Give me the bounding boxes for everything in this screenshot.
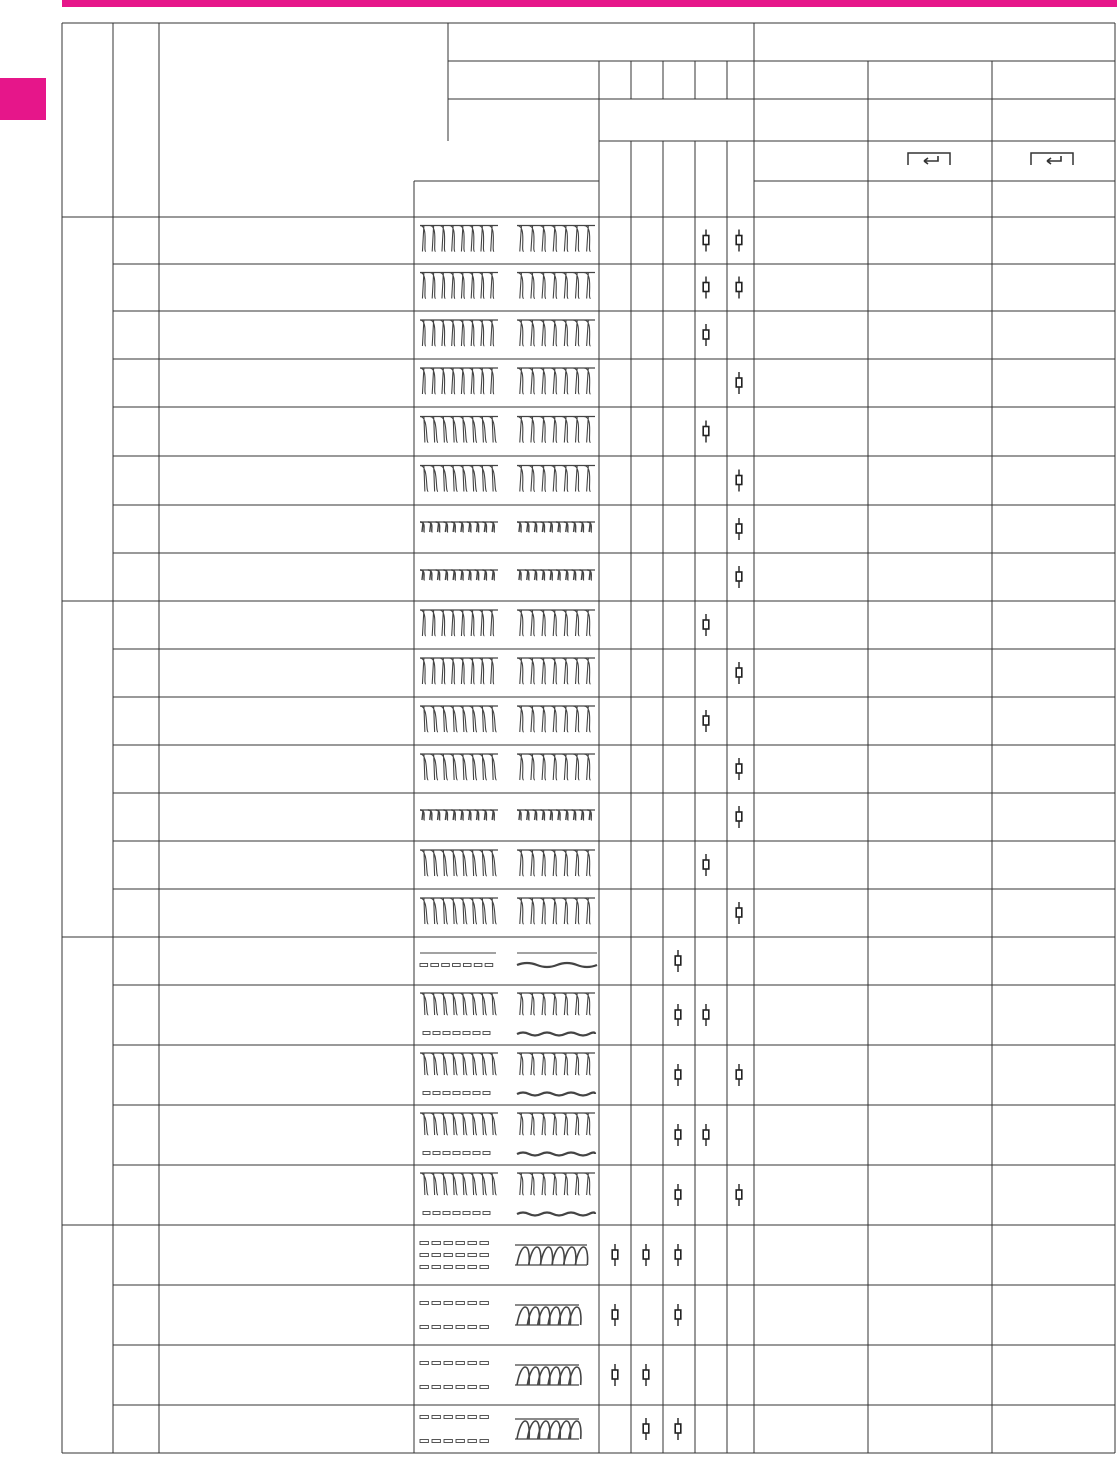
stitch-illustration bbox=[420, 1053, 595, 1096]
table-row bbox=[420, 1362, 649, 1389]
table-row bbox=[420, 1053, 742, 1096]
table-row bbox=[420, 273, 742, 299]
table-row bbox=[420, 1302, 681, 1329]
needle-icon bbox=[703, 710, 709, 732]
needle-icon bbox=[703, 421, 709, 443]
table-row bbox=[420, 1242, 681, 1269]
needle-icon bbox=[675, 1418, 681, 1440]
stitch-illustration bbox=[420, 1416, 581, 1443]
stitch-illustration bbox=[420, 1173, 595, 1216]
table-row bbox=[420, 706, 709, 732]
table-row bbox=[420, 518, 742, 540]
stitch-illustration bbox=[420, 953, 597, 967]
needle-icon bbox=[675, 1304, 681, 1326]
table-row bbox=[420, 950, 681, 972]
stitch-illustration bbox=[420, 706, 595, 732]
stitch-illustration bbox=[420, 658, 595, 684]
needle-icon bbox=[703, 1004, 709, 1026]
needle-icon bbox=[703, 277, 709, 299]
table-row bbox=[420, 610, 709, 636]
enter-key-icon bbox=[1031, 153, 1073, 165]
enter-key-icon bbox=[908, 153, 950, 165]
table-row bbox=[420, 1173, 742, 1216]
needle-icon bbox=[643, 1364, 649, 1386]
needle-icon bbox=[736, 758, 742, 780]
stitch-illustration bbox=[420, 610, 595, 636]
table-row bbox=[420, 754, 742, 780]
needle-icon bbox=[703, 854, 709, 876]
table-row bbox=[420, 850, 709, 876]
needle-icon bbox=[736, 1064, 742, 1086]
stitch-illustration bbox=[420, 570, 595, 580]
table-row bbox=[420, 806, 742, 828]
needle-icon bbox=[736, 1184, 742, 1206]
needle-icon bbox=[675, 1244, 681, 1266]
stitch-illustration bbox=[420, 993, 595, 1036]
table-row bbox=[420, 320, 709, 346]
stitch-illustration bbox=[420, 466, 595, 492]
table-row bbox=[420, 466, 742, 492]
table-row bbox=[420, 417, 709, 443]
table-row bbox=[420, 226, 742, 252]
needle-icon bbox=[675, 950, 681, 972]
stitch-illustration bbox=[420, 898, 595, 924]
table-row bbox=[420, 658, 742, 684]
needle-icon bbox=[736, 902, 742, 924]
needle-icon bbox=[703, 324, 709, 346]
header-icons bbox=[908, 153, 1073, 165]
needle-icon bbox=[675, 1004, 681, 1026]
needle-icon bbox=[703, 1124, 709, 1146]
table-row bbox=[420, 1416, 681, 1443]
needle-icon bbox=[643, 1244, 649, 1266]
table-row bbox=[420, 368, 742, 394]
stitch-illustration bbox=[420, 1242, 588, 1269]
stitch-illustration bbox=[420, 810, 595, 820]
needle-icon bbox=[675, 1124, 681, 1146]
needle-icon bbox=[736, 662, 742, 684]
stitch-illustration bbox=[420, 850, 595, 876]
stitch-illustration bbox=[420, 1113, 595, 1156]
needle-icon bbox=[612, 1364, 618, 1386]
needle-icon bbox=[703, 614, 709, 636]
needle-icon bbox=[675, 1064, 681, 1086]
stitch-illustration bbox=[420, 754, 595, 780]
stitch-illustration bbox=[420, 273, 595, 299]
needle-icon bbox=[643, 1418, 649, 1440]
table-body bbox=[420, 226, 742, 1443]
needle-icon bbox=[736, 470, 742, 492]
table-row bbox=[420, 1113, 709, 1156]
stitch-illustration bbox=[420, 368, 595, 394]
needle-icon bbox=[736, 518, 742, 540]
stitch-illustration bbox=[420, 417, 595, 443]
needle-icon bbox=[612, 1244, 618, 1266]
needle-icon bbox=[612, 1304, 618, 1326]
table-row bbox=[420, 993, 709, 1036]
stitch-illustration bbox=[420, 320, 595, 346]
needle-icon bbox=[736, 806, 742, 828]
table-grid bbox=[62, 23, 1115, 1453]
needle-icon bbox=[736, 230, 742, 252]
stitch-illustration bbox=[420, 1362, 581, 1389]
stitch-illustration bbox=[420, 522, 595, 532]
needle-icon bbox=[703, 230, 709, 252]
stitch-illustration bbox=[420, 226, 595, 252]
needle-icon bbox=[736, 277, 742, 299]
stitch-illustration bbox=[420, 1302, 581, 1329]
needle-icon bbox=[675, 1184, 681, 1206]
needle-icon bbox=[736, 372, 742, 394]
table-row bbox=[420, 566, 742, 588]
needle-icon bbox=[736, 566, 742, 588]
table-row bbox=[420, 898, 742, 924]
